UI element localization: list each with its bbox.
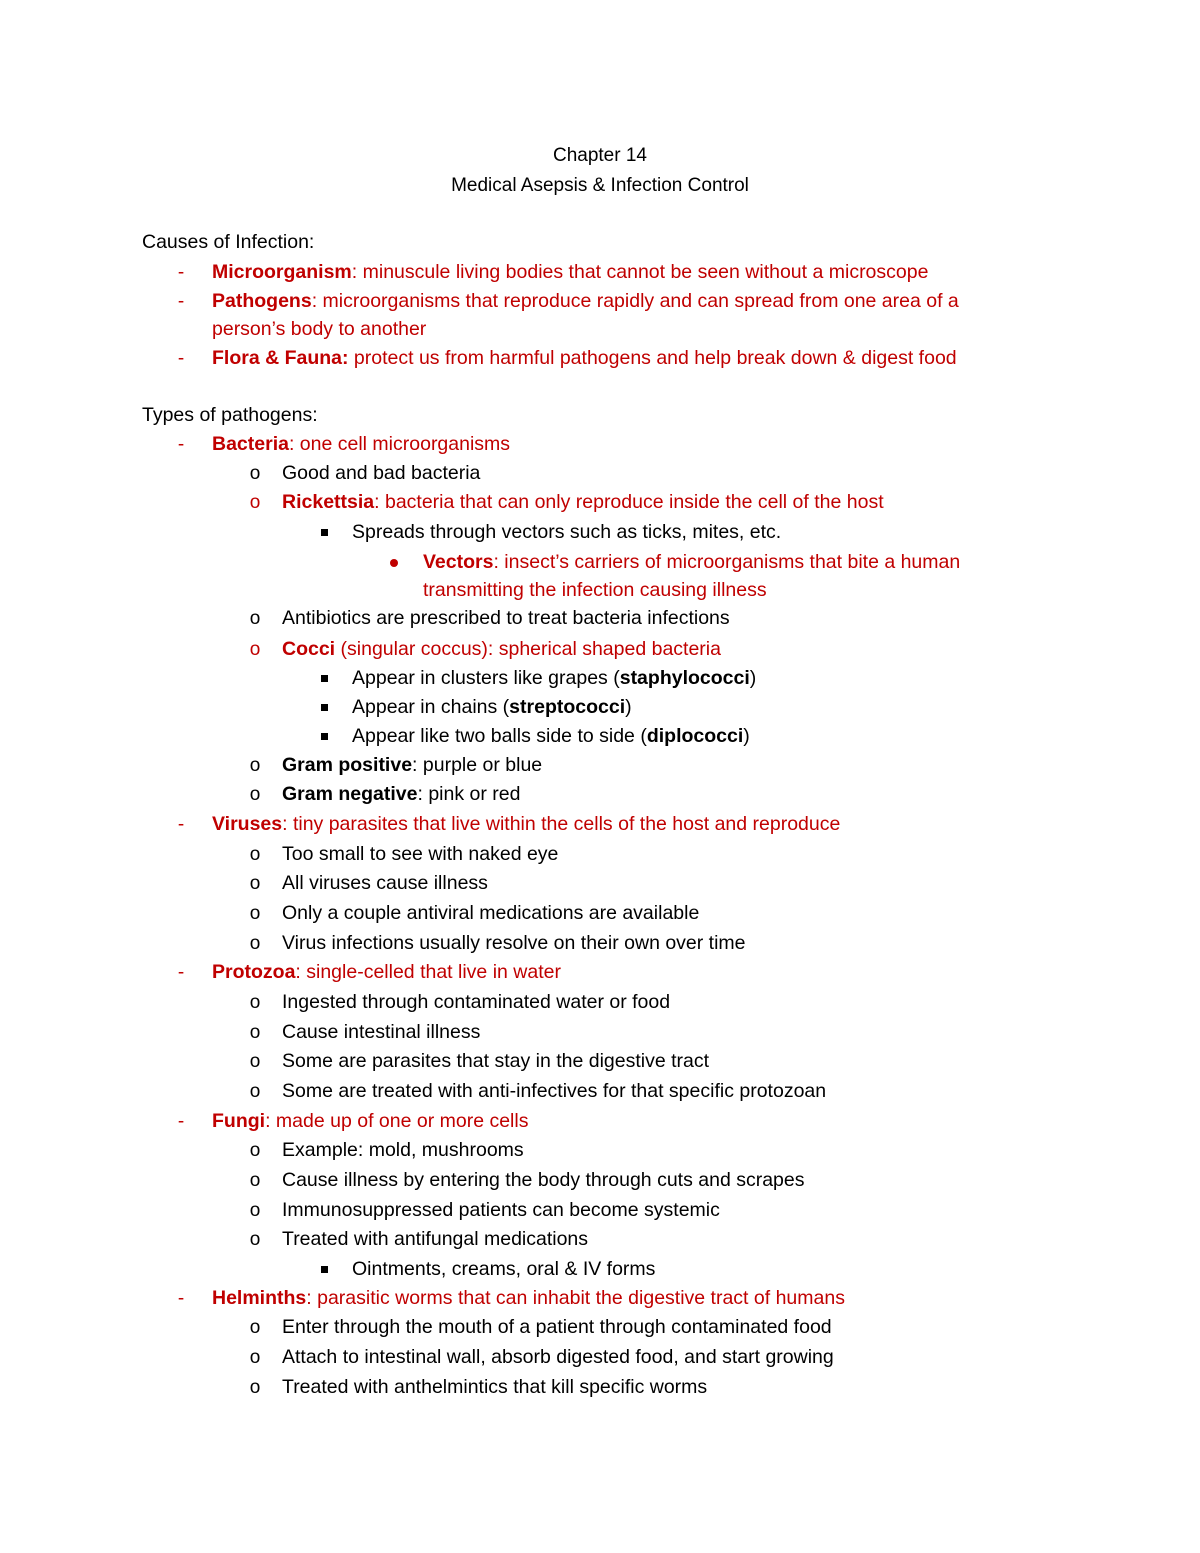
definition: : one cell microorganisms [288,433,511,455]
list-item: Some are parasites that stay in the digestive tract [282,1050,710,1072]
causes-heading: Causes of Infection: [142,231,315,253]
chapter-subtitle: Medical Asepsis & Infection Control [451,175,749,196]
square-bullet [316,518,332,547]
dash-bullet: - [177,262,185,283]
circle-bullet: o [249,933,261,954]
list-item: Enter through the mouth of a patient through contaminated food [282,1316,832,1338]
definition: : microorganisms that reproduce rapidly and can spread from one area of a [311,290,959,312]
definition: : pink or red [417,783,521,805]
dash-bullet: - [177,434,185,455]
text: ) [743,725,750,747]
term-fungi: Fungi [212,1110,266,1132]
term-vectors: Vectors [423,551,494,573]
list-item-continuation: person’s body to another [212,318,427,340]
term-gram-positive: Gram positive [282,754,413,776]
circle-bullet: o [249,1317,261,1338]
list-item [352,722,750,751]
definition: : bacteria that can only reproduce inside the cell of the host [374,491,884,513]
list-item-continuation: transmitting the infection causing illness [423,579,767,601]
text: Appear like two balls side to side ( [352,725,647,747]
circle-bullet: o [249,873,261,894]
definition: : tiny parasites that live within the cells of the host and reproduce [282,813,841,835]
circle-bullet: o [249,1022,261,1043]
circle-bullet: o [249,1377,261,1398]
circle-bullet: o [249,492,261,513]
circle-bullet: o [249,844,261,865]
list-item: Antibiotics are prescribed to treat bacteria infections [282,607,730,629]
term-bacteria: Bacteria [212,433,289,455]
circle-bullet: o [249,608,261,629]
list-item [423,548,960,577]
circle-bullet: o [249,639,261,660]
circle-bullet: o [249,992,261,1013]
term-pathogens: Pathogens [212,290,312,312]
term-staphylococci: staphylococci [619,667,750,689]
term-microorganism: Microorganism [212,261,352,283]
dash-bullet: - [177,962,185,983]
list-item: Virus infections usually resolve on their own over time [282,932,746,954]
term-gram-negative: Gram negative [282,783,418,805]
text: ) [625,696,632,718]
list-item: Ointments, creams, oral & IV forms [352,1258,656,1280]
dot-bullet [386,548,402,577]
text: Appear in chains ( [352,696,510,718]
term-cocci: Cocci [282,638,336,660]
term-protozoa: Protozoa [212,961,296,983]
list-item [212,1284,845,1313]
list-item: Too small to see with naked eye [282,843,559,865]
square-bullet [316,1255,332,1284]
definition: protect us from harmful pathogens and help break down & digest food [348,347,957,369]
list-item: Immunosuppressed patients can become systemic [282,1199,720,1221]
list-item [282,780,520,809]
square-bullet [316,722,332,751]
term-rickettsia: Rickettsia [282,491,375,513]
list-item: All viruses cause illness [282,872,488,894]
dash-bullet: - [177,291,185,312]
term-diplococci: diplococci [646,725,744,747]
dash-bullet: - [177,348,185,369]
list-item [282,751,542,780]
list-item: Only a couple antiviral medications are available [282,902,700,924]
term-streptococci: streptococci [509,696,626,718]
circle-bullet: o [249,1081,261,1102]
definition: : insect’s carriers of microorganisms that bite a human [493,551,961,573]
definition: : minuscule living bodies that cannot be seen without a microscope [351,261,929,283]
definition: : purple or blue [412,754,543,776]
text: Appear in clusters like grapes ( [352,667,620,689]
circle-bullet: o [249,755,261,776]
circle-bullet: o [249,784,261,805]
list-item [212,344,957,373]
circle-bullet: o [249,1170,261,1191]
circle-bullet: o [249,463,261,484]
list-item: Spreads through vectors such as ticks, mites, etc. [352,521,782,543]
list-item [352,693,632,722]
circle-bullet: o [249,903,261,924]
list-item: Treated with antifungal medications [282,1228,589,1250]
list-item: Cause illness by entering the body through cuts and scrapes [282,1169,805,1191]
circle-bullet: o [249,1140,261,1161]
text: ) [749,667,757,689]
circle-bullet: o [249,1229,261,1250]
circle-bullet: o [249,1347,261,1368]
list-item: Ingested through contaminated water or food [282,991,671,1013]
list-item [212,810,840,839]
list-item [352,664,756,693]
square-bullet [316,693,332,722]
list-item [212,430,510,459]
list-item [212,287,959,316]
chapter-title: Chapter 14 [552,145,647,166]
dash-bullet: - [177,1111,185,1132]
definition: (singular coccus): spherical shaped bacteria [335,638,721,660]
list-item [212,958,561,987]
list-item [212,1107,528,1136]
list-item: Some are treated with anti-infectives for that specific protozoan [282,1080,827,1102]
list-item [212,258,928,287]
list-item: Example: mold, mushrooms [282,1139,524,1161]
term-helminths: Helminths [212,1287,307,1309]
list-item: Good and bad bacteria [282,462,481,484]
dash-bullet: - [177,1288,185,1309]
list-item: Cause intestinal illness [282,1021,481,1043]
list-item [282,635,721,664]
term-viruses: Viruses [212,813,283,835]
definition: : made up of one or more cells [265,1110,529,1132]
list-item: Attach to intestinal wall, absorb digested food, and start growing [282,1346,834,1368]
dash-bullet: - [177,814,185,835]
definition: : parasitic worms that can inhabit the digestive tract of humans [306,1287,845,1309]
list-item [282,488,884,517]
term-flora-fauna: Flora & Fauna: [212,347,349,369]
circle-bullet: o [249,1051,261,1072]
circle-bullet: o [249,1200,261,1221]
definition: : single-celled that live in water [295,961,561,983]
square-bullet [316,664,332,693]
list-item: Treated with anthelmintics that kill specific worms [282,1376,708,1398]
types-heading: Types of pathogens: [142,404,318,426]
